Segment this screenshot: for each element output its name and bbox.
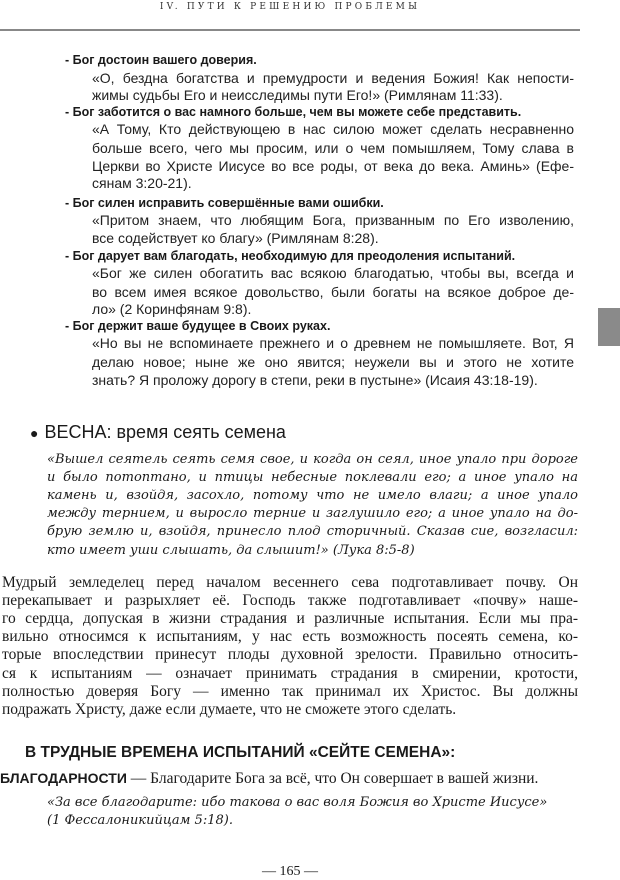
scripture-quote-line: между тернием, и выросло терние и заглушило его; а иное упало на до- — [47, 506, 578, 522]
header-rule — [0, 29, 580, 31]
item-quote-line: ло» (2 Коринфянам 9:8). — [92, 301, 252, 317]
scripture-quote-line: камень и, взойдя, засохло, потому что не имело влаги; а иное упало — [47, 488, 578, 504]
item-quote-line: делаю новое; ныне же оно явится; неужели вы и этого не хотите — [92, 354, 574, 370]
item-quote-line: Церкви во Христе Иисусе во все роды, от века до века. Аминь» (Ефе- — [92, 158, 574, 174]
item-quote-line: больше всего, чего мы просим, или о чем помышляем, Тому слава в — [92, 140, 574, 156]
scripture-quote-line: кто имеет уши слышать, да слышит!» (Лука 8:5-8) — [47, 542, 415, 558]
body-line: ся к испытаниям — означает принимать страдания в смирении, кротости, — [2, 664, 578, 682]
item-quote-line: «О, бездна богатства и премудрости и ведения Божия! Как непости- — [92, 70, 574, 86]
item-title: - Бог заботится о вас намного больше, чем вы можете себе представить. — [65, 105, 522, 119]
item-quote-line: «Бог же силен обогатить вас всякою благодатью, чтобы вы, всегда и — [92, 265, 574, 281]
body-line: вильно относимся к испытаниям, у нас есть возможность посеять семена, ко- — [2, 628, 578, 646]
subheading: В ТРУДНЫЕ ВРЕМЕНА ИСПЫТАНИЙ «СЕЙТЕ СЕМЕНА»: — [25, 744, 456, 761]
item-title: - Бог силен исправить совершённые вами ошибки. — [65, 196, 384, 210]
gratitude-term: БЛАГОДАРНОСТИ — [0, 770, 127, 786]
item-title: - Бог держит ваше будущее в Своих руках. — [65, 319, 331, 333]
gratitude-line — [0, 769, 538, 788]
section-title: ВЕСНА: время сеять семена — [44, 422, 286, 442]
body-line: подражать Христу, даже если думаете, что не сможете этого сделать. — [2, 700, 457, 718]
item-title: - Бог дарует вам благодать, необходимую для преодоления испытаний. — [65, 249, 516, 263]
item-quote-line: во всем имея всякое довольство, были богаты на всякое доброе де- — [92, 284, 574, 300]
item-quote-line: «Притом знаем, что любящим Бога, призванным по Его изволению, — [92, 212, 574, 228]
body-line: полностью доверяя Богу — именно так принимал их Христос. Вы должны — [2, 682, 578, 700]
item-title: - Бог достоин вашего доверия. — [65, 53, 257, 67]
item-quote-line: «А Тому, Кто действующею в нас силою может сделать несравненно — [92, 121, 574, 137]
running-header: IV. ПУТИ К РЕШЕНИЮ ПРОБЛЕМЫ — [159, 2, 421, 12]
body-line: перекапывает и разрыхляет её. Господь также подготавливает «почву» наше- — [2, 592, 578, 610]
item-quote-line: сянам 3:20-21). — [92, 175, 192, 191]
item-quote-line: жимы судьбы Его и неисследимы пути Его!» (Римлянам 11:33). — [92, 87, 503, 103]
chapter-thumb-tab — [598, 308, 620, 346]
item-quote-line: знать? Я проложу дорогу в степи, реки в пустыне» (Исаия 43:18-19). — [92, 372, 538, 388]
item-quote-line: «Но вы не вспоминаете прежнего и о древнем не помышляете. Вот, Я — [92, 335, 574, 351]
gratitude-quote-line: «За все благодарите: ибо такова о вас воля Божия во Христе Иисусе» — [47, 795, 548, 810]
body-line: торые впоследствии принесут плоды духовной зрелости. Правильно относить- — [2, 646, 578, 664]
body-line: Мудрый земледелец перед началом весеннего сева подготавливает почву. Он — [2, 574, 578, 591]
section-heading — [30, 421, 286, 444]
body-line: го сердца, допуская в жизни страдания и различные испытания. Если мы пра- — [2, 610, 578, 628]
gratitude-quote-line: (1 Фессалоникийцам 5:18). — [47, 813, 233, 828]
scripture-quote-line: «Вышел сеятель сеять семя свое, и когда он сеял, иное упало при дороге — [47, 452, 578, 467]
page-number: — 165 — — [262, 864, 318, 879]
scripture-quote-line: и было потоптано, и птицы небесные поклевали его; а иное упало на — [47, 470, 578, 486]
scripture-quote-line: брую землю и, взойдя, принесло плод сторичный. Сказав сие, возгласил: — [47, 524, 578, 540]
gratitude-text: — Благодарите Бога за всё, что Он совершает в вашей жизни. — [126, 770, 539, 787]
bullet-icon: ● — [30, 425, 39, 441]
item-quote-line: все содействует ко благу» (Римлянам 8:28). — [92, 230, 379, 246]
